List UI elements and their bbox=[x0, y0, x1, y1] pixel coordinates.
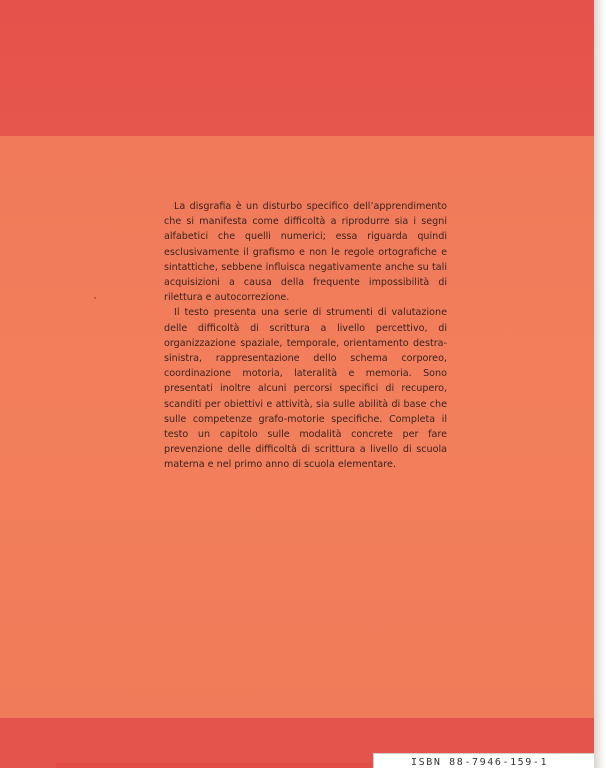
top-color-band bbox=[0, 0, 594, 136]
blurb-text bbox=[164, 199, 447, 473]
blurb-paragraph-1: La disgrafia è un disturbo specifico dell’apprendimento che si manifesta come difficoltà a riprodurre sia i segni alfabetici che quelli numerici; essa riguarda quindi esclusivamente il grafismo e non le regole ortografiche e sintattiche, sebbene influisca negativamente anche su tali acquisizioni a causa della frequente impossibilità di rilettura e autocorrezione. bbox=[164, 201, 447, 304]
print-speck bbox=[94, 297, 96, 299]
bottom-edge-strip bbox=[56, 763, 372, 768]
isbn-number: ISBN 88-7946-159-1 bbox=[411, 757, 549, 768]
scan-page-edge bbox=[594, 0, 606, 768]
blurb-paragraph-2: Il testo presenta una serie di strumenti di valutazione delle difficoltà di scrittura a livello percettivo, di organizzazione spaziale, temporale, orientamento destra-sinistra, rappresentazione dello schema corporeo, coordinazione motoria, lateralità e memoria. Sono presentati inoltre alcuni percorsi specifici di recupero, scanditi per obiettivi e attività, sia sulle abilità di base che sulle competenze grafo-motorie specifiche. Completa il testo un capitolo sulle modalità concrete per fare prevenzione delle difficoltà di scrittura a livello di scuola materna e nel primo anno di scuola elementare. bbox=[164, 307, 447, 471]
isbn-label bbox=[373, 753, 594, 768]
